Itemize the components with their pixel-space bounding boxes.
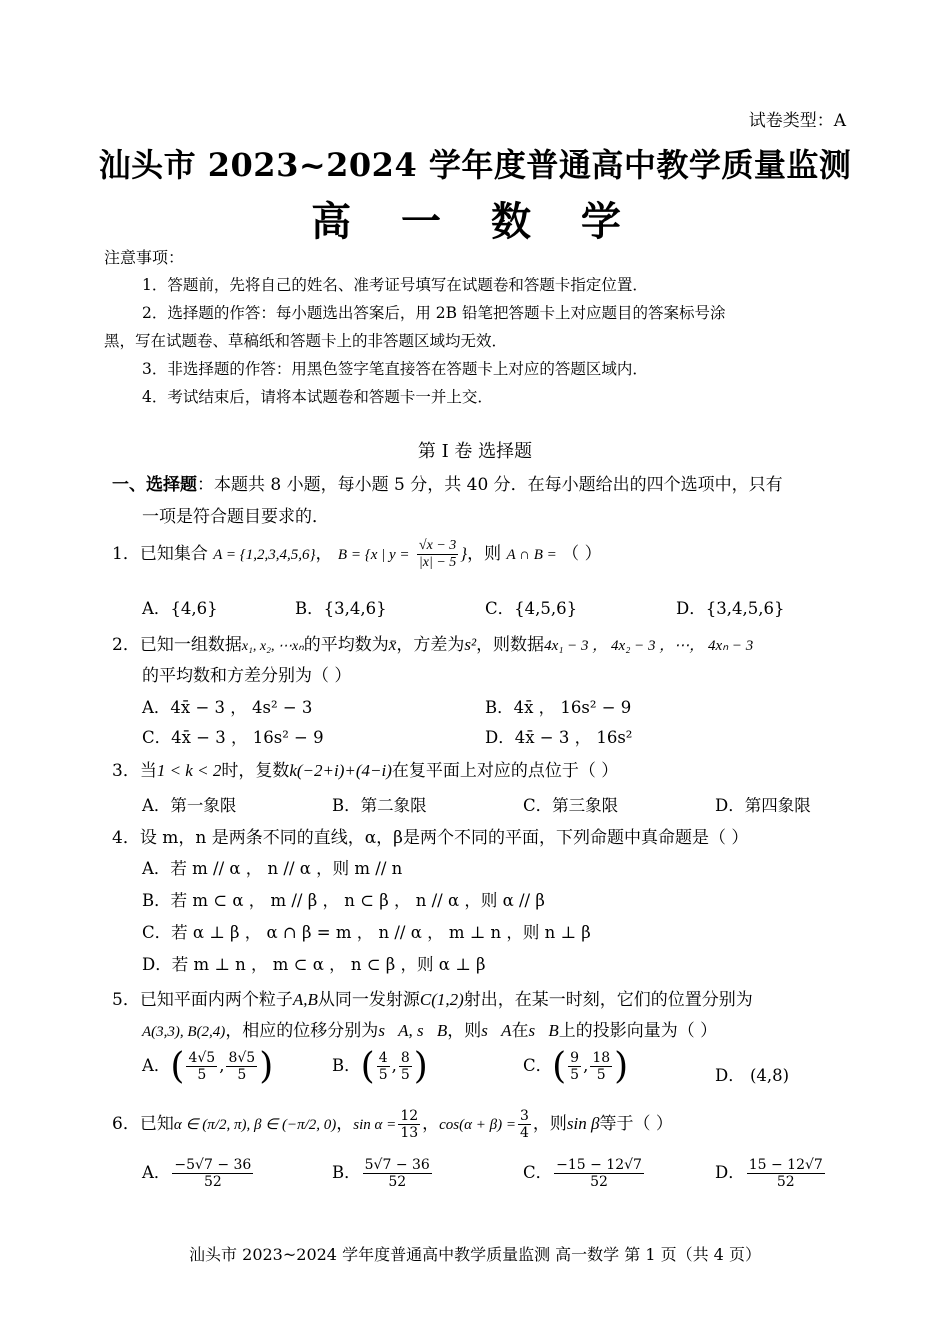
q1-frac-den: |x| − 5	[418, 555, 457, 571]
q1-option-a: A．{4,6}	[142, 599, 218, 618]
q5-opt-c-lparen: (	[552, 1046, 567, 1087]
q3-option-d: D．第四象限	[715, 796, 811, 815]
q1-expr: A ∩ B =	[506, 547, 557, 564]
q6-stem-b: ，则	[532, 1114, 567, 1135]
q6-opt-d-frac	[747, 1157, 825, 1190]
q6-option-b	[332, 1157, 434, 1190]
q1-option-d: D．{3,4,5,6}	[676, 599, 785, 618]
q5-opt-c-n2: 18	[592, 1049, 611, 1066]
subject-title: 高 一 数 学	[311, 198, 639, 245]
section-title: 第 I 卷 选择题	[417, 441, 533, 462]
q5-opt-c-frac-2	[590, 1050, 612, 1083]
q5-opt-c-d2: 5	[596, 1067, 606, 1083]
q1-stem-b: ，则	[467, 544, 502, 565]
q4-option-c: C．若 α ⊥ β ， α ∩ β = m ， n // α ， m ⊥ n ，则 n ⊥ β	[142, 923, 591, 942]
q6-opt-c-frac	[554, 1157, 644, 1190]
paper-type: 试卷类型：A	[748, 111, 846, 131]
q5-sa: s⃗A	[481, 1021, 512, 1040]
q2-option-c: C．4x̄ − 3 ， 16s² − 9	[142, 728, 324, 747]
q5-vecs: s⃗A, s⃗B	[378, 1021, 448, 1040]
q3-option-a: A．第一象限	[142, 796, 237, 815]
question-3-stem	[112, 756, 618, 781]
q5-option-a: A．( $\frac{4√5}{5}$ , $\frac{8√5}{5}$ )	[142, 1046, 274, 1087]
notice-item-3: 3．非选择题的作答：用黑色签字笔直接答在答题卡上对应的答题区域内．	[142, 360, 648, 378]
q6-cond: α ∈ (π/2, π), β ∈ (−π/2, 0)	[173, 1117, 337, 1134]
q6-opt-a-label: A．	[142, 1163, 171, 1183]
q3-stem-a: 3．当	[112, 761, 157, 781]
q5-opt-a-n1: 4√5	[188, 1049, 216, 1066]
q1-fraction	[417, 538, 458, 571]
question-6-stem: 6．已知α ∈ (π/2, π), β ∈ (−π/2, 0)，sin α = $\frac{12}{13}$ ，cos(α + β) = $\frac{3}{4}$ ，则sin β等于（ ）	[112, 1108, 673, 1142]
q2-option-b: B．4x̄ ， 16s² − 9	[485, 698, 632, 717]
q6-stem-a: 6．已知	[112, 1114, 174, 1135]
q6-opt-d-label: D．	[715, 1163, 745, 1183]
q2-option-d: D．4x̄ − 3 ， 16s²	[485, 728, 633, 747]
q6-opt-d-den: 52	[776, 1174, 795, 1191]
part-heading	[112, 470, 783, 495]
question-5-line-1	[112, 985, 753, 1010]
notice-item-1: 1．答题前，先将自己的姓名、准考证号填写在试题卷和答题卡指定位置．	[142, 276, 648, 294]
q3-option-b: B．第二象限	[332, 796, 427, 815]
q1-paren: （ ）	[562, 544, 602, 565]
q5-opt-c-n1: 9	[570, 1049, 580, 1066]
q5-option-b: B．( $\frac{4}{5}$ , $\frac{8}{5}$ )	[332, 1046, 428, 1087]
main-title: 汕头市 2023~2024 学年度普通高中教学质量监测	[98, 146, 852, 184]
q5-pos: A(3,3), B(2,4)	[142, 1024, 226, 1040]
q6-opt-d-num: 15 − 12√7	[748, 1157, 823, 1173]
q1-set-b-pre: B = {x | y =	[337, 547, 410, 564]
q3-stem-b: 时，复数	[221, 761, 290, 781]
q4-option-d: D．若 m ⊥ n ， m ⊂ α ， n ⊂ β ，则 α ⊥ β	[142, 955, 486, 974]
notice-item-4: 4．考试结束后，请将本试题卷和答题卡一并上交．	[142, 388, 493, 406]
question-2-line-2: 的平均数和方差分别为（ ）	[142, 666, 352, 686]
q5-opt-c-rparen: )	[614, 1046, 629, 1087]
part-desc-1: ：本题共 8 小题，每小题 5 分，共 40 分．在每小题给出的四个选项中，只有	[197, 475, 783, 495]
q5-opt-b-lparen: (	[360, 1046, 375, 1087]
q6-cos-frac	[518, 1108, 531, 1141]
q2-line1-d: ，则数据	[476, 635, 545, 655]
q5-c: C(1,2)	[419, 990, 464, 1009]
q6-option-a	[142, 1157, 255, 1190]
notice-item-2: 2．选择题的作答：每小题选出答案后，用 2B 铅笔把答题卡上对应题目的答案标号涂	[142, 304, 726, 322]
q5-opt-c-label: C．	[523, 1056, 553, 1075]
q6-sin-den: 13	[400, 1125, 419, 1142]
q5-option-c: C．( $\frac{9}{5}$ , $\frac{18}{5}$ )	[523, 1046, 629, 1087]
question-1-stem	[112, 538, 602, 571]
notice-heading: 注意事项：	[104, 248, 185, 267]
part-label: 一、选择题	[112, 475, 197, 495]
q6-opt-a-frac	[172, 1157, 253, 1190]
q6-stem-c: 等于（ ）	[599, 1114, 673, 1135]
q6-opt-c-num: −15 − 12√7	[556, 1157, 642, 1173]
q5-opt-a-n2: 8√5	[228, 1049, 256, 1066]
q5-opt-a-frac-2	[226, 1050, 257, 1083]
q5-opt-a-d2: 5	[237, 1067, 247, 1083]
q2-newdata: 4x₁ − 3 ， 4x₂ − 3 ，⋯， 4xₙ − 3	[544, 638, 754, 654]
q5-opt-b-d1: 5	[378, 1067, 388, 1083]
q5-line1-c: 射出，在某一时刻，它们的位置分别为	[463, 990, 753, 1010]
q6-opt-b-label: B．	[332, 1163, 361, 1183]
q6-option-d	[715, 1157, 827, 1190]
q6-opt-b-den: 52	[388, 1174, 407, 1191]
q5-opt-a-frac-1	[186, 1050, 217, 1083]
q4-option-a: A．若 m // α ， n // α ，则 m // n	[142, 859, 403, 878]
q6-option-c	[523, 1157, 646, 1190]
q5-line1-b: 从同一发射源	[317, 990, 420, 1010]
q5-opt-b-n1: 4	[378, 1049, 388, 1066]
q5-opt-c-frac-1	[568, 1050, 581, 1083]
q1-stem-a: 1．已知集合	[112, 544, 208, 565]
q3-stem-c: 在复平面上对应的点位于（ ）	[391, 761, 619, 781]
q6-opt-a-den: 52	[203, 1174, 222, 1191]
q3-option-c: C．第三象限	[523, 796, 619, 815]
q6-sin-a: sin α =	[353, 1117, 397, 1134]
question-2-line-1	[112, 630, 753, 655]
q5-option-d: D． (4,8)	[715, 1066, 790, 1085]
q5-opt-c-d1: 5	[570, 1067, 580, 1083]
q6-sin-num: 12	[400, 1108, 419, 1124]
q6-cos-num: 3	[519, 1108, 529, 1124]
question-4-stem: 4．设 m，n 是两条不同的直线，α，β是两个不同的平面，下列命题中真命题是（ ）	[112, 828, 749, 848]
q5-line1-a: 5．已知平面内两个粒子	[112, 990, 293, 1010]
notice-item-2-cont: 黑，写在试题卷、草稿纸和答题卡上的非答题区域均无效．	[104, 332, 508, 350]
q2-var: s²	[464, 635, 477, 654]
q5-line2-a: ，相应的位移分别为	[225, 1021, 379, 1041]
q5-sb: s⃗B	[528, 1021, 559, 1040]
q2-line1-a: 2．已知一组数据	[112, 635, 242, 655]
q5-opt-a-d1: 5	[197, 1067, 207, 1083]
q5-opt-a-rparen: )	[259, 1046, 274, 1087]
q5-opt-b-frac-2	[399, 1050, 412, 1083]
q5-opt-b-frac-1	[377, 1050, 390, 1083]
q6-target: sin β	[566, 1114, 600, 1134]
q6-opt-c-label: C．	[523, 1163, 553, 1183]
q6-opt-b-num: 5√7 − 36	[364, 1157, 430, 1173]
q6-opt-a-num: −5√7 − 36	[174, 1157, 252, 1173]
q5-line2-b: ，则	[447, 1021, 482, 1041]
q6-sin-frac	[398, 1108, 420, 1141]
q5-line2-c: 在	[511, 1021, 529, 1041]
q2-mean: x̄	[388, 635, 397, 654]
q1-option-b: B．{3,4,6}	[295, 599, 387, 618]
part-desc-2: 一项是符合题目要求的．	[142, 507, 329, 527]
q5-ab: A,B	[292, 990, 318, 1009]
q4-option-b: B．若 m ⊂ α ， m // β ， n ⊂ β ， n // α ，则 α // β	[142, 891, 545, 910]
q1-set-b-post: }	[460, 544, 468, 564]
q5-opt-a-label: A．	[142, 1056, 171, 1075]
q6-cos-a: cos(α + β) =	[439, 1117, 516, 1134]
q1-set-a: A = {1,2,3,4,5,6}	[213, 547, 316, 564]
q5-opt-b-n2: 8	[400, 1049, 410, 1066]
q1-sep: ，	[315, 544, 333, 565]
q3-expr: k(−2+i)+(4−i)	[289, 761, 392, 780]
q2-line1-c: ，方差为	[396, 635, 465, 655]
q5-opt-b-d2: 5	[400, 1067, 410, 1083]
q5-opt-b-rparen: )	[413, 1046, 428, 1087]
q5-opt-b-label: B．	[332, 1056, 361, 1075]
q2-data: x₁, x₂, ⋯xₙ	[241, 639, 304, 654]
q6-opt-c-den: 52	[590, 1174, 608, 1191]
q3-cond: 1 < k < 2	[156, 761, 222, 780]
q5-line2-d: 上的投影向量为（ ）	[558, 1021, 718, 1041]
q1-option-c: C．{4,5,6}	[485, 599, 578, 618]
q6-opt-b-frac	[363, 1157, 432, 1190]
page-footer: 汕头市 2023~2024 学年度普通高中教学质量监测 高一数学 第 1 页（共 4 页）	[189, 1245, 761, 1264]
q2-option-a: A．4x̄ − 3 ， 4s² − 3	[142, 698, 313, 717]
q6-cos-den: 4	[519, 1125, 529, 1142]
q1-frac-num: √x − 3	[417, 538, 458, 555]
question-5-line-2	[142, 1016, 717, 1041]
q2-line1-b: 的平均数为	[303, 635, 389, 655]
q5-opt-a-lparen: (	[170, 1046, 185, 1087]
